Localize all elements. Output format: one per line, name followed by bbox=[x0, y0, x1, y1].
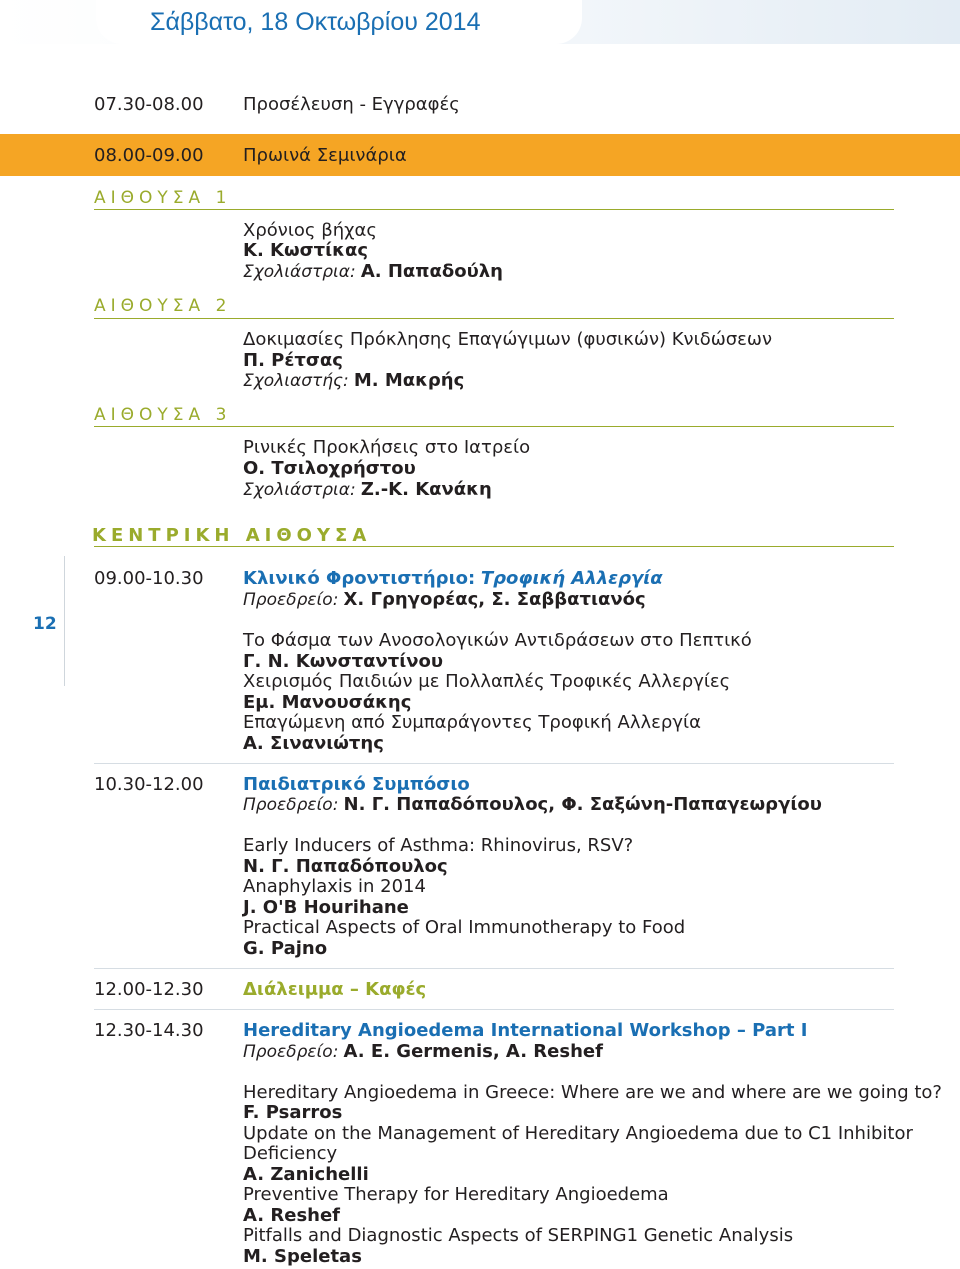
session-3-talk-1-title: Hereditary Angioedema in Greece: Where are we and where are we going to? bbox=[243, 1082, 942, 1103]
session-2-talk-1-speaker: Ν. Γ. Παπαδόπουλος bbox=[243, 856, 448, 877]
hall-1-speaker: Κ. Κωστίκας bbox=[243, 240, 368, 261]
session-2-talk-2-title: Anaphylaxis in 2014 bbox=[243, 876, 426, 897]
session-3-talk-4-speaker: M. Speletas bbox=[243, 1246, 362, 1267]
session-2-chair-line bbox=[243, 794, 822, 815]
session-1-talk-3-speaker: Α. Σινανιώτης bbox=[243, 733, 384, 754]
session-3-talk-4-title: Pitfalls and Diagnostic Aspects of SERPING1 Genetic Analysis bbox=[243, 1225, 794, 1246]
break-time: 12.00-12.30 bbox=[94, 979, 204, 1000]
session-1-chairs: Χ. Γρηγορέας, Σ. Σαββατιανός bbox=[343, 589, 646, 610]
session-2-divider bbox=[94, 968, 894, 969]
hall-1-commentator: Α. Παπαδούλη bbox=[360, 261, 503, 282]
session-2-title: Παιδιατρικό Συμπόσιο bbox=[243, 774, 470, 795]
session-3-talk-2-title-cont: Deficiency bbox=[243, 1143, 338, 1164]
hall-2-speaker: Π. Ρέτσας bbox=[243, 350, 343, 371]
session-3-talk-1-speaker: F. Psarros bbox=[243, 1102, 343, 1123]
session-3-talk-3-speaker: A. Reshef bbox=[243, 1205, 341, 1226]
hall-3-label: ΑΙΘΟΥΣΑ 3 bbox=[94, 405, 232, 425]
session-3-chair-line bbox=[243, 1041, 603, 1062]
hall-1-role: Σχολιάστρια: bbox=[243, 262, 356, 282]
page-number-divider bbox=[64, 556, 65, 686]
hall-2-topic: Δοκιμασίες Πρόκλησης Επαγώγιμων (φυσικών) Κνιδώσεων bbox=[243, 329, 773, 350]
hall-2-commentator-line bbox=[243, 370, 464, 391]
session-1-divider bbox=[94, 763, 894, 764]
session-3-chair-label: Προεδρείο: bbox=[243, 1042, 339, 1062]
main-hall-rule bbox=[94, 546, 894, 547]
break-title: Διάλειμμα – Καφές bbox=[243, 979, 427, 1000]
session-1-title-b: Τροφική Αλλεργία bbox=[480, 568, 663, 589]
main-hall-label: ΚΕΝΤΡΙΚΗ ΑΙΘΟΥΣΑ bbox=[92, 525, 372, 546]
session-3-talk-2-speaker: A. Zanichelli bbox=[243, 1164, 369, 1185]
session-1-talk-1-title: Το Φάσμα των Ανοσολογικών Αντιδράσεων στο Πεπτικό bbox=[243, 630, 752, 651]
session-1-title bbox=[243, 568, 663, 589]
session-1-talk-2-title: Χειρισμός Παιδιών με Πολλαπλές Τροφικές Αλλεργίες bbox=[243, 671, 731, 692]
break-divider bbox=[94, 1009, 894, 1010]
session-3-chairs: A. E. Germenis, A. Reshef bbox=[343, 1041, 603, 1062]
session-1-chair-label: Προεδρείο: bbox=[243, 590, 339, 610]
session-1-talk-2-speaker: Εμ. Μανουσάκης bbox=[243, 692, 412, 713]
session-2-chairs: Ν. Γ. Παπαδόπουλος, Φ. Σαξώνη-Παπαγεωργίου bbox=[343, 794, 822, 815]
hall-2-commentator: Μ. Μακρής bbox=[353, 370, 465, 391]
session-3-talk-2-title: Update on the Management of Hereditary Angioedema due to C1 Inhibitor bbox=[243, 1123, 913, 1144]
hall-3-rule bbox=[94, 426, 894, 427]
session-1-chair-line bbox=[243, 589, 646, 610]
page-number: 12 bbox=[33, 614, 57, 634]
hall-1-commentator-line bbox=[243, 261, 503, 282]
morning-time: 08.00-09.00 bbox=[94, 145, 204, 166]
hall-3-commentator-line bbox=[243, 479, 492, 500]
hall-2-rule bbox=[94, 318, 894, 319]
session-2-talk-3-title: Practical Aspects of Oral Immunotherapy to Food bbox=[243, 917, 686, 938]
hall-2-role: Σχολιαστής: bbox=[243, 371, 349, 391]
hall-3-topic: Ρινικές Προκλήσεις στο Ιατρείο bbox=[243, 437, 531, 458]
session-1-talk-3-title: Επαγώμενη από Συμπαράγοντες Τροφική Αλλεργία bbox=[243, 712, 701, 733]
session-2-talk-3-speaker: G. Pajno bbox=[243, 938, 328, 959]
hall-3-speaker: Ο. Τσιλοχρήστου bbox=[243, 458, 416, 479]
hall-3-role: Σχολιάστρια: bbox=[243, 480, 356, 500]
session-1-talk-1-speaker: Γ. Ν. Κωνσταντίνου bbox=[243, 651, 444, 672]
session-3-title: Hereditary Angioedema International Workshop – Part I bbox=[243, 1020, 808, 1041]
session-2-chair-label: Προεδρείο: bbox=[243, 795, 339, 815]
hall-2-label: ΑΙΘΟΥΣΑ 2 bbox=[94, 296, 232, 316]
session-1-time: 09.00-10.30 bbox=[94, 568, 204, 589]
session-2-talk-2-speaker: J. O'B Hourihane bbox=[243, 897, 409, 918]
session-2-time: 10.30-12.00 bbox=[94, 774, 204, 795]
registration-time: 07.30-08.00 bbox=[94, 94, 204, 115]
session-3-time: 12.30-14.30 bbox=[94, 1020, 204, 1041]
hall-1-topic: Χρόνιος βήχας bbox=[243, 220, 377, 241]
session-3-talk-3-title: Preventive Therapy for Hereditary Angioedema bbox=[243, 1184, 669, 1205]
hall-1-label: ΑΙΘΟΥΣΑ 1 bbox=[94, 188, 232, 208]
session-2-talk-1-title: Early Inducers of Asthma: Rhinovirus, RSV? bbox=[243, 835, 634, 856]
hall-3-commentator: Ζ.-Κ. Κανάκη bbox=[360, 479, 492, 500]
page-date-title: Σάββατο, 18 Οκτωβρίου 2014 bbox=[150, 8, 481, 36]
registration-title: Προσέλευση - Εγγραφές bbox=[243, 94, 460, 115]
session-1-title-a: Κλινικό Φροντιστήριο: bbox=[243, 568, 476, 589]
hall-1-rule bbox=[94, 209, 894, 210]
morning-title: Πρωινά Σεμινάρια bbox=[243, 145, 407, 166]
